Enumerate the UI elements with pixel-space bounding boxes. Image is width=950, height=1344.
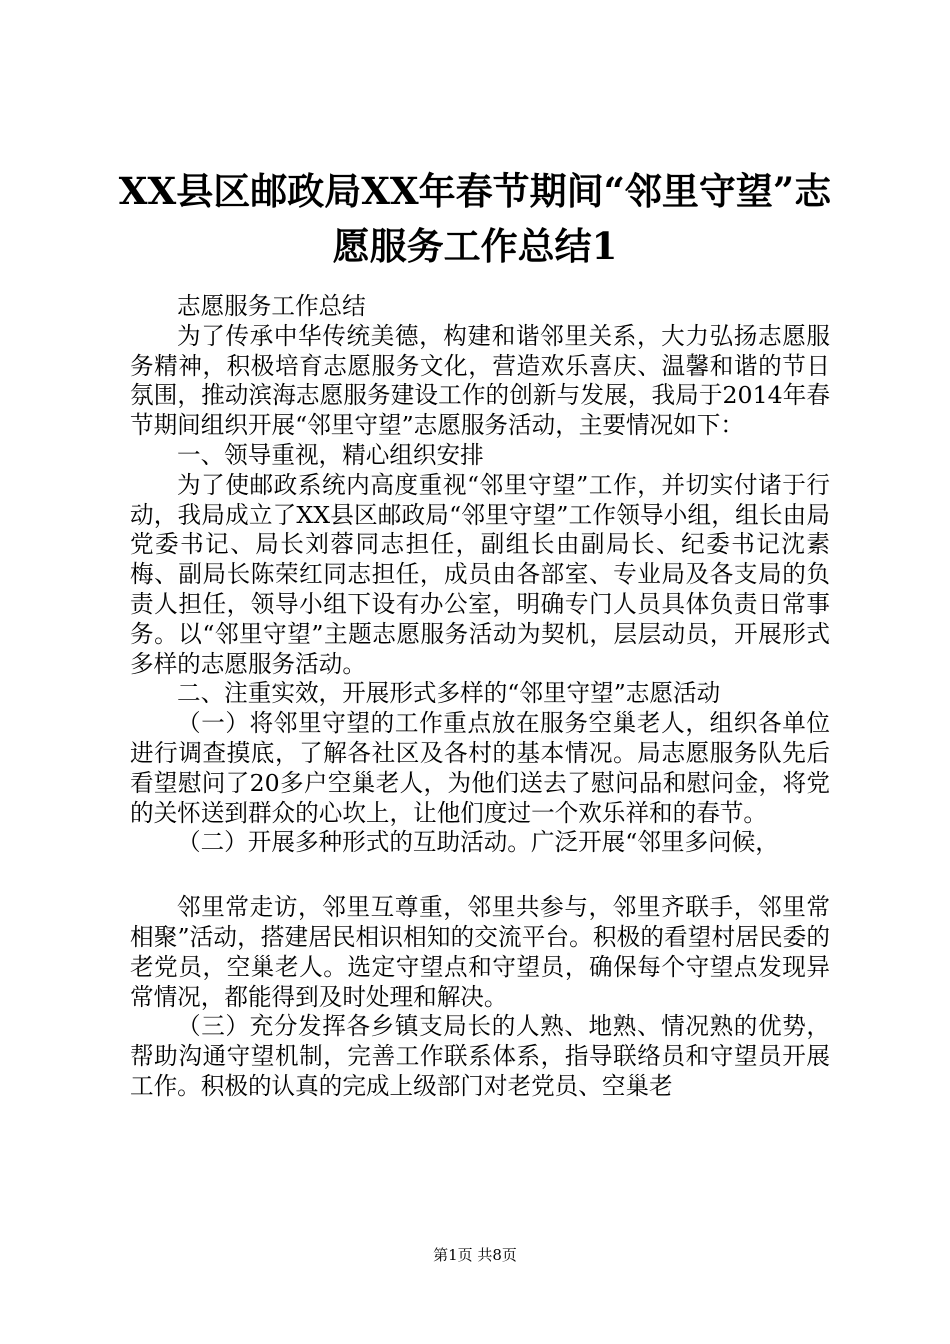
- paragraph: （三）充分发挥各乡镇支局长的人熟、地熟、情况熟的优势，帮助沟通守望机制，完善工作联系体系，指导联络员和守望员开展工作。积极的认真的完成上级部门对老党员、空巢老: [130, 1012, 830, 1100]
- page-footer: 第1页 共8页: [433, 1246, 517, 1264]
- section-heading: 志愿服务工作总结: [177, 292, 366, 320]
- document-body: [130, 292, 830, 1102]
- section-heading: 二、注重实效，开展形式多样的“邻里守望”志愿活动: [177, 679, 721, 708]
- paragraph: 邻里常走访，邻里互尊重，邻里共参与，邻里齐联手，邻里常相聚”活动，搭建居民相识相知的交流平台。积极的看望村居民委的老党员，空巢老人。选定守望点和守望员，确保每个守望点发现异常情况，都能得到及时处理和解决。: [130, 893, 830, 1011]
- paragraph: 为了传承中华传统美德，构建和谐邻里关系，大力弘扬志愿服务精神，积极培育志愿服务文化，营造欢乐喜庆、温馨和谐的节日氛围，推动滨海志愿服务建设工作的创新与发展，我局于2014年春节期间组织开展“邻里守望”志愿服务活动，主要情况如下：: [130, 321, 830, 440]
- document-title-line-2: 愿服务工作总结1: [332, 224, 618, 268]
- blank-gap: [130, 858, 830, 893]
- paragraph: 为了使邮政系统内高度重视“邻里守望”工作，并切实付诸于行动，我局成立了XX县区邮政局“邻里守望”工作领导小组，组长由局党委书记、局长刘蓉同志担任，副组长由副局长、纪委书记沈素梅、副局长陈荣红同志担任，成员由各部室、专业局及各支局的负责人担任，领导小组下设有办公室，明确专门人员具体负责日常事务。以“邻里守望”主题志愿服务活动为契机，层层动员，开展形式多样的志愿服务活动。: [130, 470, 830, 678]
- document-title-line-1: XX县区邮政局XX年春节期间“邻里守望”志: [118, 169, 832, 213]
- paragraph: （二）开展多种形式的互助活动。广泛开展“邻里多问候，: [177, 828, 779, 857]
- section-heading: 一、领导重视，精心组织安排: [177, 440, 484, 469]
- paragraph: （一）将邻里守望的工作重点放在服务空巢老人，组织各单位进行调查摸底，了解各社区及各村的基本情况。局志愿服务队先后看望慰问了20多户空巢老人，为他们送去了慰问品和慰问金，将党的关怀送到群众的心坎上，让他们度过一个欢乐祥和的春节。: [130, 709, 830, 827]
